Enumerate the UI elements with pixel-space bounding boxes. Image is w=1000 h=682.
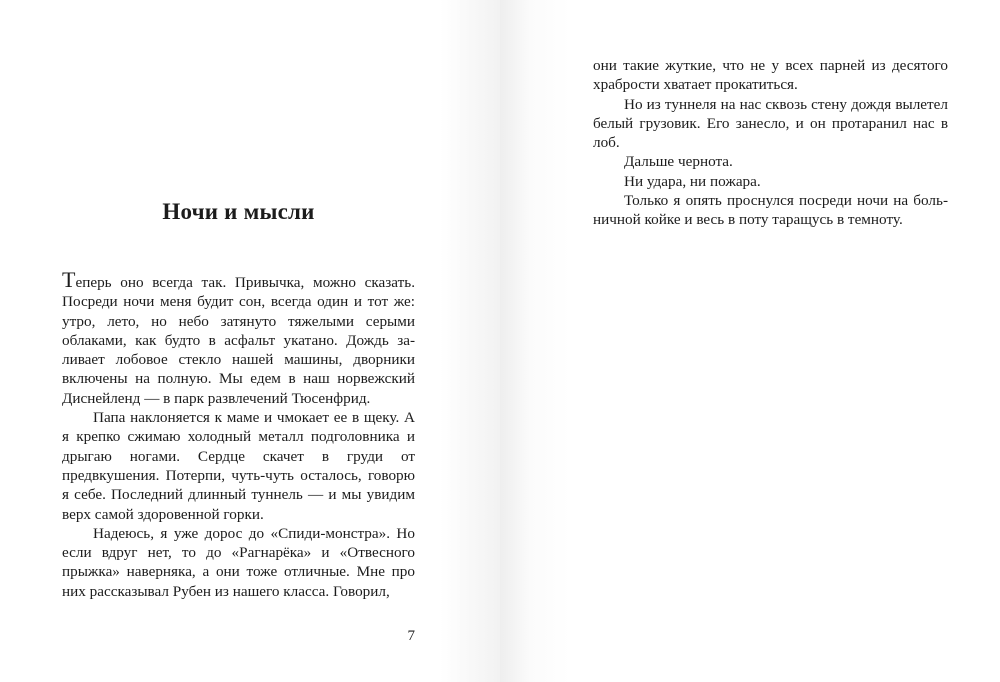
drop-cap: Т: [62, 267, 76, 292]
paragraph-1-text: еперь оно всегда так. Привычка, можно сказать. Посреди ночи меня будит сон, всегда один и тот же: утро, лето, но небо затянуто тяжелыми серыми облаками, как будто в асфальт укатано. Дождь заливает лобовое стекло нашей машины, дворники включены на полную. Мы едем в наш норвежский Диснейленд — в парк развлечений Тюсенфрид.: [62, 274, 415, 407]
paragraph-hospital: Только я опять проснулся посреди ночи на больничной койке и весь в поту таращусь в темноту.: [593, 192, 948, 229]
paragraph-darkness: Дальше чернота.: [624, 153, 733, 171]
chapter-title: Ночи и мысли: [162, 199, 315, 224]
left-page-text: [62, 267, 415, 601]
paragraph-3: Надеюсь, я уже дорос до «Спиди-монстра». Но если вдруг нет, то до «Рагнарёка» и «Отвесного прыжка» наверняка, а они тоже отличные. Мне про них рассказывал Рубен из нашего класса. Говорил,: [62, 524, 415, 600]
page-number: 7: [407, 628, 415, 644]
paragraph-1: [62, 267, 415, 408]
right-page-text: [593, 56, 948, 230]
paragraph-no-impact: Ни удара, ни пожара.: [624, 172, 761, 190]
paragraph-2: Папа наклоняется к маме и чмокает ее в щеку. А я крепко сжимаю холодный металл подголовника и дрыгаю ногами. Сердце скачет в груди от предвкушения. Потерпи, чуть-чуть осталось, говорю я себе. Последний длинный туннель — и мы увидим верх самой здоровенной горки.: [62, 409, 415, 523]
paragraph-truck: Но из туннеля на нас сквозь стену дождя вылетел белый грузовик. Его занесло, и он протаранил нас в лоб.: [593, 95, 948, 152]
paragraph-continued: они такие жуткие, что не у всех парней из десятого храбрости хватает прокатиться.: [593, 57, 948, 94]
